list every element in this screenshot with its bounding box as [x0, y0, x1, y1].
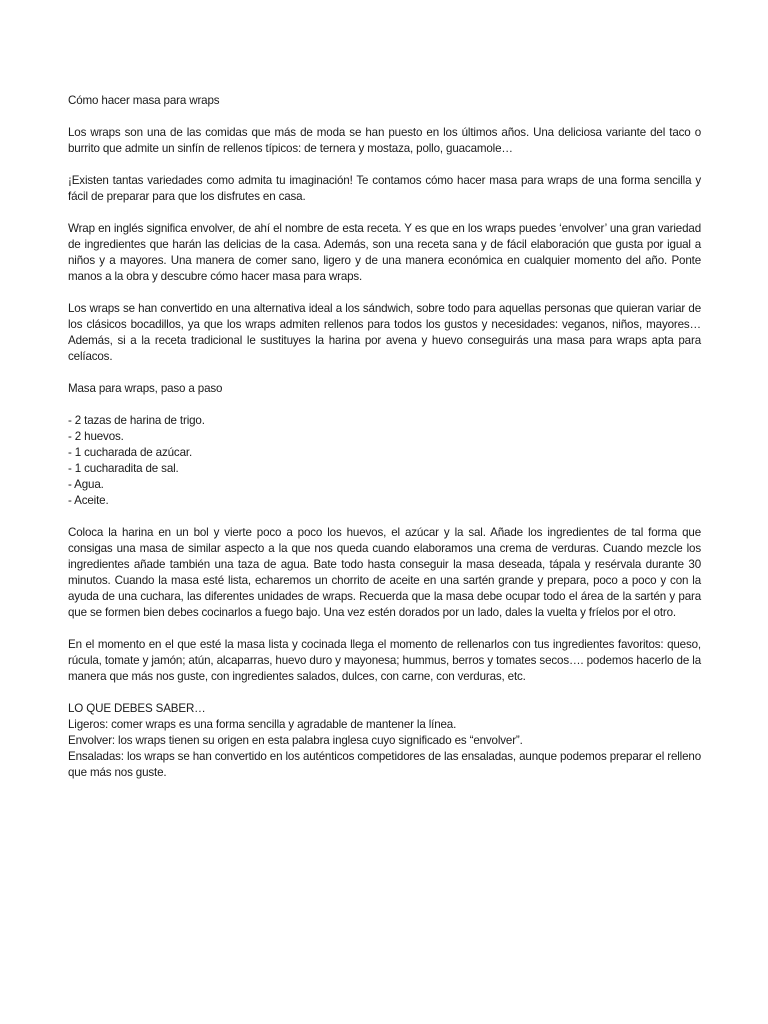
paragraph-filling: En el momento en el que esté la masa lista y cocinada llega el momento de rellenarlos con tus ingredientes favoritos: queso, rúcula, tomate y jamón; atún, alcaparras, huevo duro y mayonesa; hummus, berros y tomates secos…. podemos hacerlo de la manera que más nos guste, con ingredientes salados, dulces, con carne, con verduras, etc. [68, 638, 701, 683]
tip-item: Ensaladas: los wraps se han convertido en los auténticos competidores de las ensaladas, aunque podemos preparar el relleno que más nos guste. [68, 750, 701, 779]
ingredients-list [68, 413, 701, 509]
tip-item: Ligeros: comer wraps es una forma sencilla y agradable de mantener la línea. [68, 718, 457, 731]
document-page [68, 93, 701, 797]
ingredient-item: - 1 cucharadita de sal. [68, 462, 179, 475]
tips-heading: LO QUE DEBES SABER… [68, 702, 206, 715]
tip-item: Envolver: los wraps tienen su origen en esta palabra inglesa cuyo significado es “envolver”. [68, 734, 523, 747]
paragraph-intro-2: ¡Existen tantas variedades como admita tu imaginación! Te contamos cómo hacer masa para wraps de una forma sencilla y fácil de preparar para que los disfrutes en casa. [68, 174, 701, 203]
paragraph-intro-1: Los wraps son una de las comidas que más de moda se han puesto en los últimos años. Una deliciosa variante del taco o burrito que admite un sinfín de rellenos típicos: de ternera y mostaza, pollo, guacamole… [68, 126, 701, 155]
paragraph-intro-4: Los wraps se han convertido en una alternativa ideal a los sándwich, sobre todo para aquellas personas que quieran variar de los clásicos bocadillos, ya que los wraps admiten rellenos para todos los gustos y necesidades: veganos, niños, mayores… Además, si a la receta tradicional le sustituyes la harina por avena y huevo conseguirás una masa para wraps apta para celíacos. [68, 302, 701, 363]
recipe-subtitle: Masa para wraps, paso a paso [68, 382, 223, 395]
document-title: Cómo hacer masa para wraps [68, 94, 220, 107]
ingredient-item: - 1 cucharada de azúcar. [68, 446, 193, 459]
tips-section [68, 701, 701, 781]
ingredient-item: - 2 tazas de harina de trigo. [68, 414, 205, 427]
ingredient-item: - 2 huevos. [68, 430, 124, 443]
paragraph-intro-3: Wrap en inglés significa envolver, de ahí el nombre de esta receta. Y es que en los wraps puedes ‘envolver’ una gran variedad de ingredientes que harán las delicias de la casa. Además, son una receta sana y de fácil elaboración que gusta por igual a niños y a mayores. Una manera de comer sano, ligero y de una manera económica en cualquier momento del año. Ponte manos a la obra y descubre cómo hacer masa para wraps. [68, 222, 701, 283]
ingredient-item: - Agua. [68, 478, 104, 491]
ingredient-item: - Aceite. [68, 494, 109, 507]
paragraph-steps: Coloca la harina en un bol y vierte poco a poco los huevos, el azúcar y la sal. Añade los ingredientes de tal forma que consigas una masa de similar aspecto a la que nos queda cuando elaboramos una crema de verduras. Cuando mezcle los ingredientes añade también una taza de agua. Bate todo hasta conseguir la masa deseada, tápala y resérvala durante 30 minutos. Cuando la masa esté lista, echaremos un chorrito de aceite en una sartén grande y prepara, poco a poco y con la ayuda de una cuchara, las diferentes unidades de wraps. Recuerda que la masa debe ocupar todo el área de la sartén y para que se formen bien debes cocinarlos a fuego bajo. Una vez estén dorados por un lado, dales la vuelta y fríelos por el otro. [68, 526, 701, 619]
